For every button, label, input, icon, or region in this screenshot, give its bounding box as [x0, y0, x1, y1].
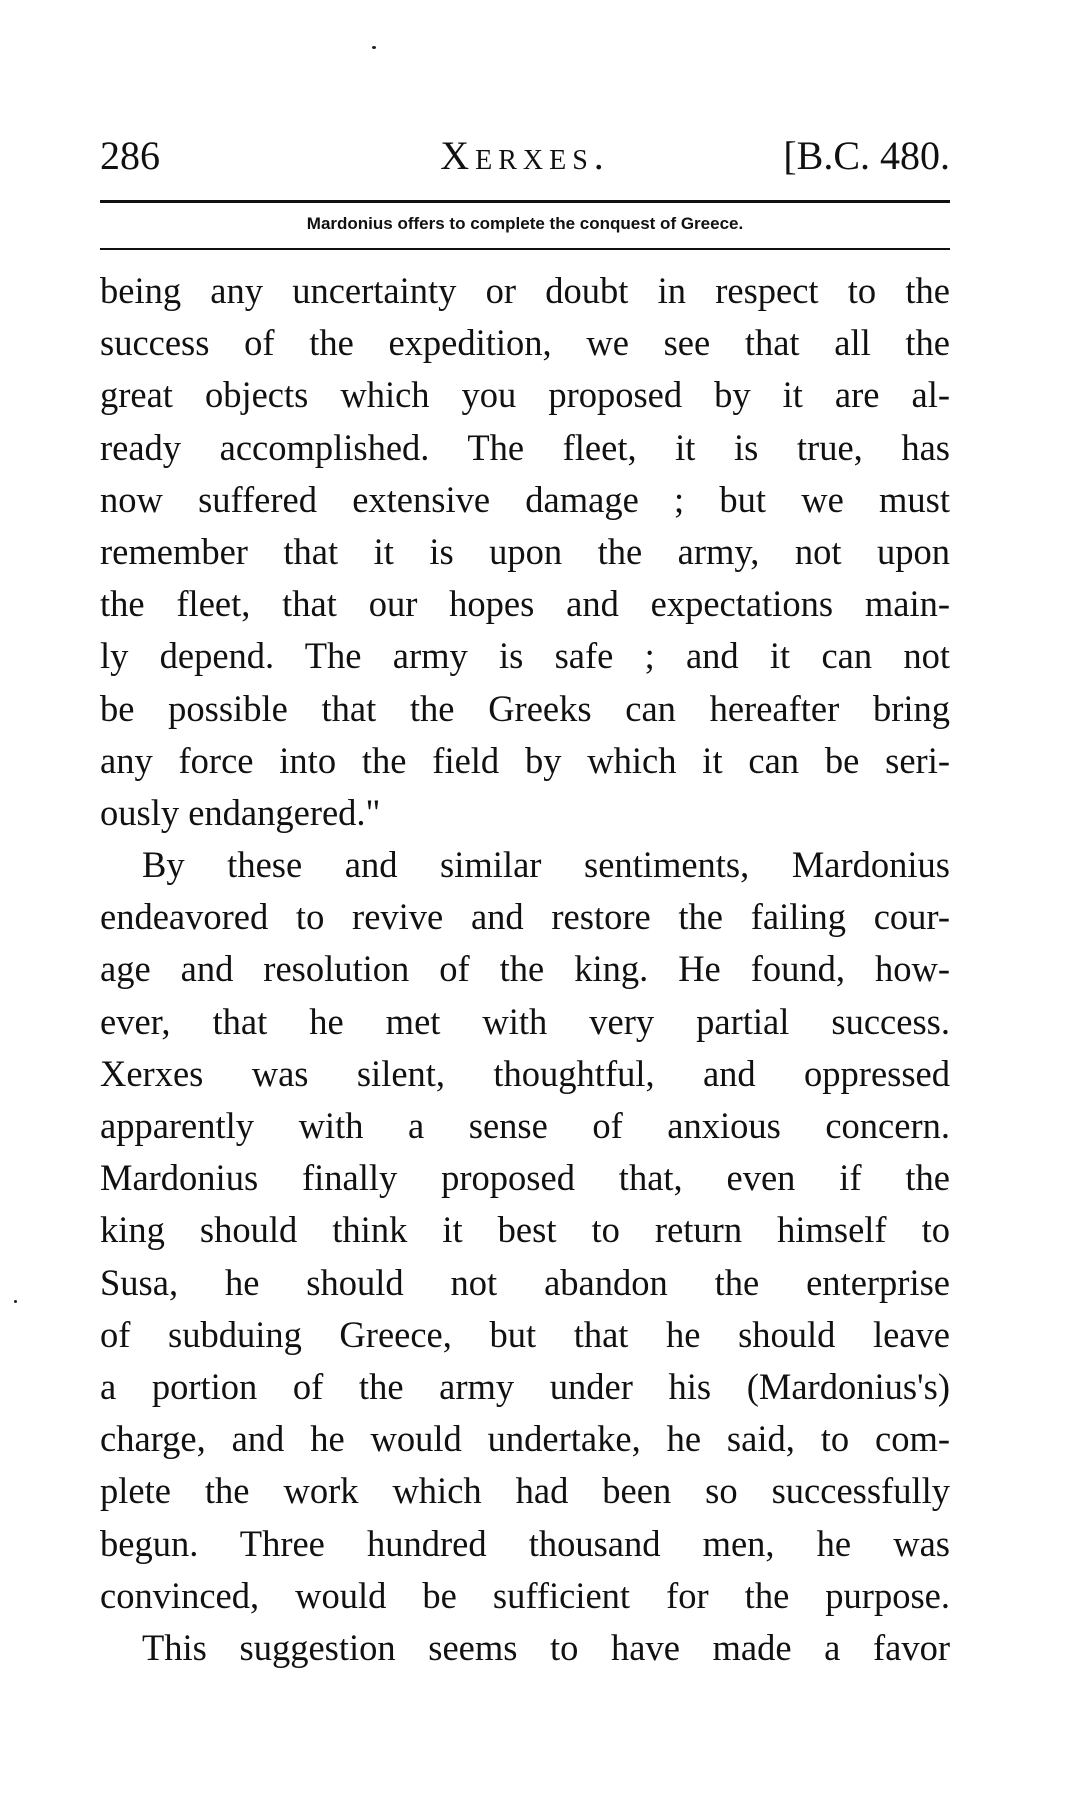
text-line: plete the work which had been so successfully — [100, 1470, 950, 1512]
text-line: be possible that the Greeks can hereafter bring — [100, 687, 950, 729]
running-title: Xerxes. — [440, 133, 610, 178]
text-line: convinced, would be sufficient for the purpose. — [100, 1574, 950, 1616]
text-line: the fleet, that our hopes and expectations main- — [100, 583, 950, 625]
ink-speck — [14, 1300, 17, 1303]
text-line: ever, that he met with very partial success. — [100, 1000, 950, 1042]
text-line: being any uncertainty or doubt in respect to the — [100, 270, 950, 311]
text-line: Mardonius finally proposed that, even if the — [100, 1157, 950, 1199]
paragraph-start-line: This suggestion seems to have made a favor — [142, 1626, 950, 1668]
text-line: apparently with a sense of anxious concern. — [100, 1105, 950, 1146]
text-line: charge, and he would undertake, he said, to com- — [100, 1418, 950, 1460]
paragraph-start-line: By these and similar sentiments, Mardonius — [142, 844, 950, 886]
body-text — [100, 265, 950, 1674]
text-line: king should think it best to return himself to — [100, 1209, 950, 1251]
side-note: Mardonius offers to complete the conquest of Greece. — [306, 214, 744, 233]
text-line: ready accomplished. The fleet, it is true, has — [100, 426, 950, 468]
text-line: success of the expedition, we see that all the — [100, 322, 950, 364]
page-number: 286 — [100, 133, 160, 178]
text-line: begun. Three hundred thousand men, he was — [100, 1522, 950, 1564]
text-line: remember that it is upon the army, not upon — [100, 530, 950, 572]
text-line: ously endangered." — [100, 791, 381, 833]
text-line: Xerxes was silent, thoughtful, and oppressed — [100, 1052, 950, 1094]
text-line: ly depend. The army is safe ; and it can not — [100, 635, 950, 677]
ink-speck — [372, 46, 376, 49]
text-line: endeavored to revive and restore the failing cour- — [100, 896, 950, 938]
text-line: a portion of the army under his (Mardonius's) — [100, 1365, 950, 1407]
page-header — [100, 130, 950, 182]
text-line: now suffered extensive damage ; but we must — [100, 478, 950, 520]
side-note-rule — [100, 248, 950, 250]
text-line: any force into the field by which it can be seri- — [100, 739, 950, 781]
text-line: great objects which you proposed by it are al- — [100, 374, 950, 416]
text-line: of subduing Greece, but that he should leave — [100, 1313, 950, 1355]
text-line: age and resolution of the king. He found, how- — [100, 948, 950, 990]
date-marker: [B.C. 480. — [783, 133, 950, 178]
text-line: Susa, he should not abandon the enterprise — [100, 1261, 950, 1303]
header-rule — [100, 200, 950, 203]
